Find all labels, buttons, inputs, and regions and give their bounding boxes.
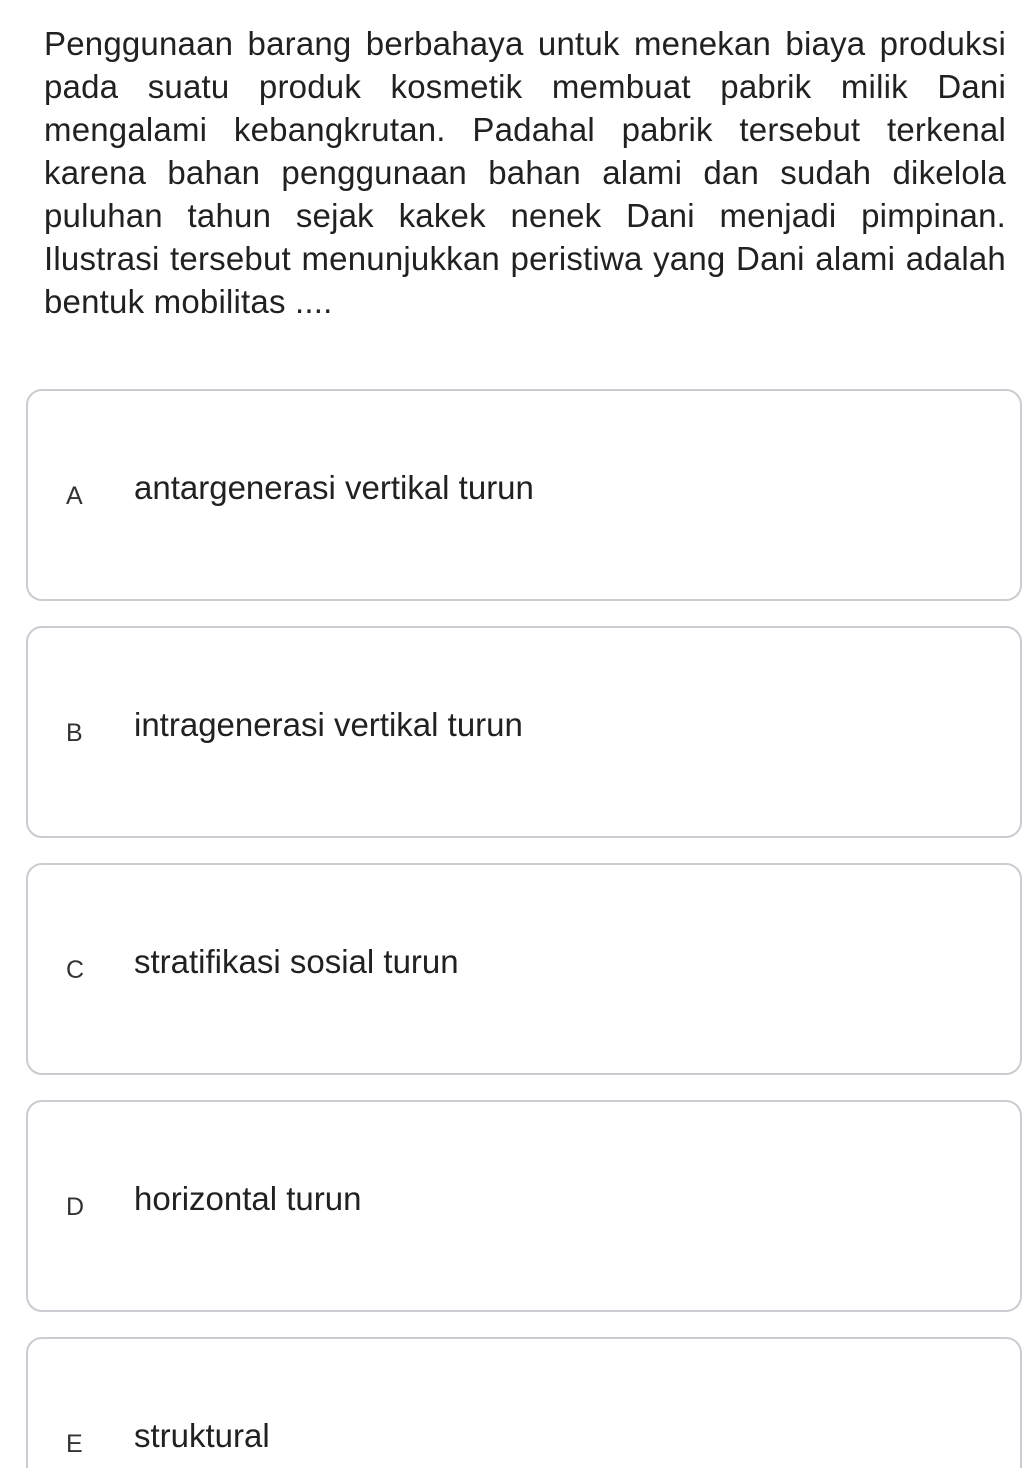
option-b-button[interactable] <box>26 626 1022 838</box>
option-label: antargenerasi vertikal turun <box>134 469 534 506</box>
option-e-button[interactable] <box>26 1337 1022 1468</box>
option-label: horizontal turun <box>134 1180 362 1217</box>
option-d-button[interactable] <box>26 1100 1022 1312</box>
option-letter: E <box>66 1430 83 1458</box>
option-letter: A <box>66 482 83 510</box>
option-a-button[interactable] <box>26 389 1022 601</box>
option-label: stratifikasi sosial turun <box>134 943 459 980</box>
question-text: Penggunaan barang berbahaya untuk menekan biaya produksi pada suatu produk kosmetik membuat pabrik milik Dani mengalami kebangkrutan. Padahal pabrik tersebut terkenal karena bahan penggunaan bahan alami dan sudah dikelola puluhan tahun sejak kakek nenek Dani menjadi pimpinan. Ilustrasi tersebut menunjukkan peristiwa yang Dani alami adalah bentuk mobilitas .... <box>44 25 1006 320</box>
option-letter: B <box>66 719 83 747</box>
option-label: struktural <box>134 1417 270 1454</box>
option-label: intragenerasi vertikal turun <box>134 706 523 743</box>
option-letter: C <box>66 956 85 984</box>
option-letter: D <box>66 1193 85 1221</box>
option-c-button[interactable] <box>26 863 1022 1075</box>
